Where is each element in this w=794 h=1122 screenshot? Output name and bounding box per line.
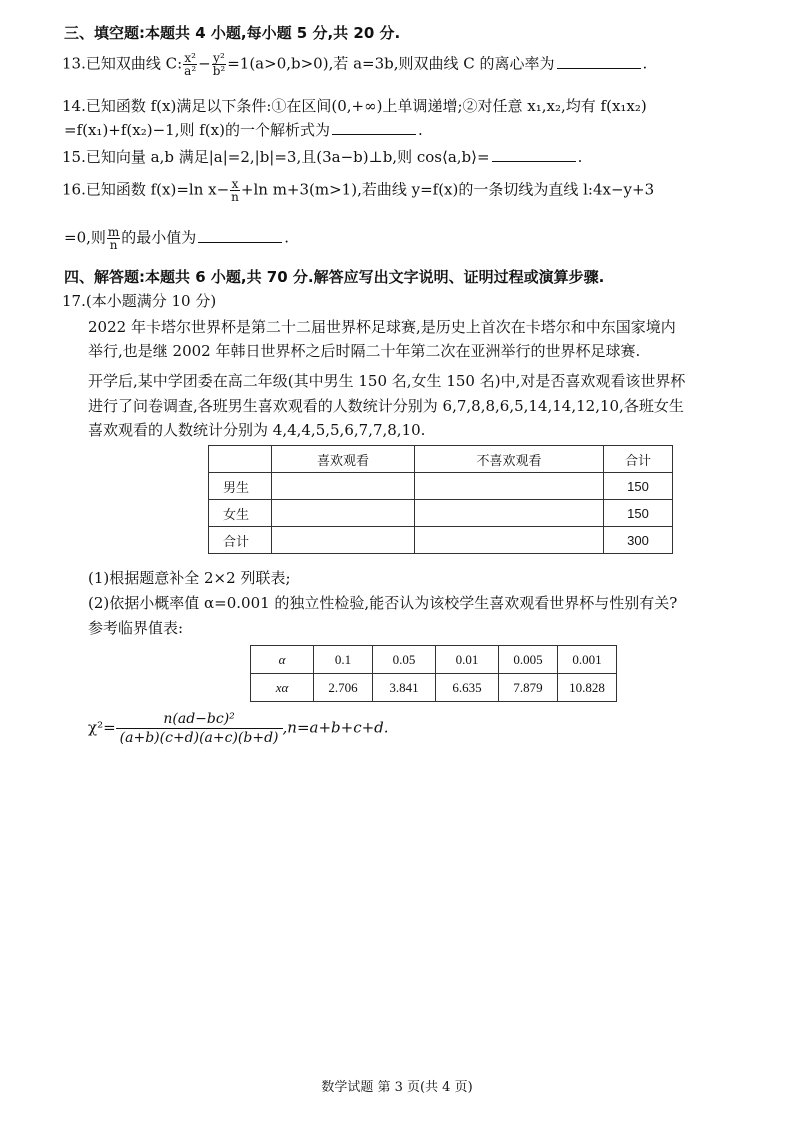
section-4-title: 四、解答题:本题共 6 小题,共 70 分.解答应写出文字说明、证明过程或演算步骤. [64, 268, 605, 286]
q14-end: . [417, 121, 423, 139]
q13-fraction-y: $\frac{\text{y²}}{\text{b²}}$ [212, 51, 226, 78]
table-cell: 0.005 [499, 646, 558, 674]
table-header-cell: 喜欢观看 [272, 446, 415, 473]
table-row [209, 473, 673, 500]
table-cell[interactable] [415, 500, 604, 527]
question-16-cont [64, 226, 784, 251]
table-header-cell [209, 446, 272, 473]
table-cell: 0.1 [314, 646, 373, 674]
table-cell: α [251, 646, 314, 674]
table-cell: 150 [604, 473, 673, 500]
page-footer: 数学试题 第 3 页(共 4 页) [321, 1080, 473, 1095]
formula-lhs: χ²= [88, 718, 116, 737]
table-cell[interactable] [415, 527, 604, 554]
q15-answer-blank[interactable] [492, 147, 576, 162]
table-header-cell: 不喜欢观看 [415, 446, 604, 473]
q14-number: 14. [62, 97, 86, 115]
table-header-row [209, 446, 673, 473]
question-16 [62, 178, 782, 203]
q15-number: 15. [62, 148, 86, 166]
question-14 [62, 95, 782, 117]
formula-rhs: ,n=a+b+c+d. [282, 718, 389, 737]
q13-number: 13. [62, 54, 86, 73]
q17-para1-line2: 举行,也是继 2002 年韩日世界杯之后时隔二十年第二次在亚洲举行的世界杯足球赛. [88, 342, 641, 360]
table-cell[interactable] [272, 473, 415, 500]
formula-fraction [116, 710, 283, 747]
row-label: 女生 [209, 500, 272, 527]
q17-subquestion-1: (1)根据题意补全 2×2 列联表; [88, 569, 291, 587]
q13-answer-blank[interactable] [557, 54, 641, 69]
q16-text-c: =0,则 [64, 228, 106, 247]
q13-text-b: =1(a>0,b>0),若 a=3b,则双曲线 C 的离心率为 [227, 54, 555, 73]
section-3-title: 三、填空题:本题共 4 小题,每小题 5 分,共 20 分. [64, 24, 401, 42]
formula-denominator: (a+b)(c+d)(a+c)(b+d) [119, 730, 279, 746]
q13-end: . [642, 54, 648, 73]
table-cell[interactable] [415, 473, 604, 500]
q16-fraction-x-n: $\frac{x}{n}$ [231, 177, 239, 204]
q17-subquestion-2: (2)依据小概率值 α=0.001 的独立性检验,能否认为该校学生喜欢观看世界杯与性别有关? [88, 594, 678, 612]
q16-answer-blank[interactable] [198, 228, 282, 243]
critical-value-table [250, 645, 617, 702]
q16-number: 16. [62, 180, 86, 199]
table-cell: xα [251, 674, 314, 702]
q17-heading: 17.(本小题满分 10 分) [62, 292, 217, 310]
chi-square-formula [88, 710, 389, 747]
table-cell[interactable] [272, 527, 415, 554]
table-cell: 0.01 [436, 646, 499, 674]
q16-text-a: 已知函数 f(x)=ln x− [85, 180, 230, 199]
formula-numerator: n(ad−bc)² [116, 710, 283, 729]
question-15 [62, 146, 782, 168]
table-cell: 6.635 [436, 674, 499, 702]
q16-text-b: +ln m+3(m>1),若曲线 y=f(x)的一条切线为直线 l:4x−y+3 [240, 180, 655, 199]
table-cell: 0.001 [558, 646, 617, 674]
contingency-table [208, 445, 673, 554]
table-cell: 10.828 [558, 674, 617, 702]
q14-line1: 已知函数 f(x)满足以下条件:①在区间(0,+∞)上单调递增;②对任意 x₁,x₂,均有 f(x₁x₂) [85, 97, 647, 115]
q17-para2-line2: 进行了问卷调查,各班男生喜欢观看的人数统计分别为 6,7,8,8,6,5,14,14,12,10,各班女生 [88, 397, 684, 415]
question-14-cont [64, 119, 784, 141]
row-label: 合计 [209, 527, 272, 554]
table-cell: 150 [604, 500, 673, 527]
reference-table-label: 参考临界值表: [88, 619, 184, 637]
q17-para1-line1: 2022 年卡塔尔世界杯是第二十二届世界杯足球赛,是历史上首次在卡塔尔和中东国家境内 [88, 318, 676, 336]
q14-answer-blank[interactable] [332, 120, 416, 135]
q14-line2: =f(x₁)+f(x₂)−1,则 f(x)的一个解析式为 [64, 121, 330, 139]
table-cell: 3.841 [373, 674, 436, 702]
q16-end: . [284, 228, 290, 247]
q15-end: . [577, 148, 583, 166]
question-13 [62, 52, 782, 77]
q15-text: 已知向量 a,b 满足|a|=2,|b|=3,且(3a−b)⊥b,则 cos⟨a,b⟩= [85, 148, 490, 166]
table-row [209, 527, 673, 554]
table-cell: 0.05 [373, 646, 436, 674]
row-label: 男生 [209, 473, 272, 500]
table-cell[interactable] [272, 500, 415, 527]
q13-text-a: 已知双曲线 C: [85, 54, 183, 73]
q16-fraction-m-n: $\frac{m}{n}$ [107, 225, 120, 252]
table-row [251, 646, 617, 674]
q13-fraction-x: $\frac{\text{x²}}{\text{a²}}$ [184, 51, 197, 78]
table-cell: 2.706 [314, 674, 373, 702]
q13-minus: − [198, 54, 211, 73]
table-cell: 300 [604, 527, 673, 554]
table-row [251, 674, 617, 702]
table-cell: 7.879 [499, 674, 558, 702]
q16-text-d: 的最小值为 [121, 228, 197, 247]
q17-para2-line3: 喜欢观看的人数统计分别为 4,4,4,5,5,6,7,7,8,10. [88, 421, 426, 439]
table-header-cell: 合计 [604, 446, 673, 473]
table-row [209, 500, 673, 527]
q17-para2-line1: 开学后,某中学团委在高二年级(其中男生 150 名,女生 150 名)中,对是否喜欢观看该世界杯 [88, 372, 686, 390]
